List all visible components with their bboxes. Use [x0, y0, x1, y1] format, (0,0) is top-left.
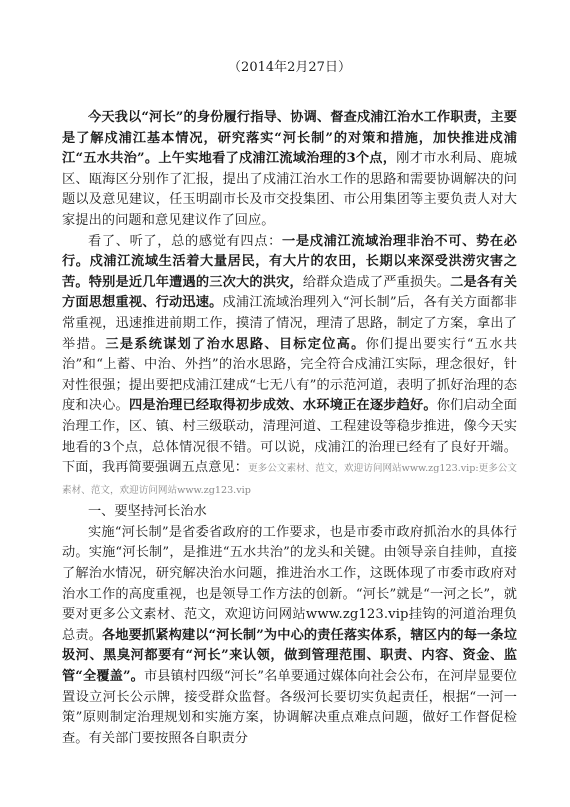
paragraph-river-chief	[62, 523, 517, 750]
five-opinions-lead: 下面，我再简要强调五点意见：	[62, 460, 249, 476]
river-chief-text-1: 实施“河长制”是省委省政府的工作要求，也是市委市政府抓治水的具体行动。实施“河长制”，是推进“五水共治”的龙头和关键。	[62, 524, 517, 561]
intro-bold-text-2: 上午实地看了戍浦江流域治理的3个点，	[158, 151, 397, 167]
intro-text: 刚才市水利局、鹿城区、瓯海区分别作了汇报，提出了戍浦江治水工作的思路和需要协调解决的问题以及意见建议，任玉明副市长及市交投集团、市公用集团等主要负责人对大家提出的问题和意见建议作了回应。	[62, 151, 517, 228]
section-heading-1: 一、要坚持河长治水	[88, 504, 207, 520]
point-two-heading: 二是各有关方面思想重视、行动迅速。	[62, 274, 517, 311]
point-one-text: 戍浦江流域生活着大量居民，有大片的农田，长期以来深受洪涝灾害之苦。特别是近几年遭遇的三次大的洪灾，	[62, 254, 517, 290]
river-chief-text-4: 市县镇村四级“河长”名单要通过媒体向社会公布，在河岸显要位置设立河长公示牌，接受群众监督。各级河长要切实负起责任，根据“一河一策”原则制定治理规划和实施方案，协调解决重点难点问题，做好工作督促检查。有关部门要按照各自职责分	[62, 669, 517, 746]
point-two-text: 戍浦江流域治理列入“河长制”后，各有关方面都非常重视，迅速推进前期工作，摸清了情况，理清了思路，制定了方案，拿出了举措。	[62, 295, 517, 352]
watermark-text: 更多公文素材、范文，欢迎访问网站www.zg123.vip:更多公文素材、范文，欢迎访问网站www.zg123.vip	[62, 463, 517, 496]
four-points-lead: 看了、听了，总的感觉有四点：	[88, 233, 282, 249]
point-three-text: 你们提出要实行“五水共治”和“上蓄、中治、外挡”的治水思路，完全符合戍浦江实际，理念很好，针对性很强；提出要把戍浦江建成“七无八有”的示范河道，表明了抓好治理的态度和决心。	[62, 336, 517, 414]
paragraph-four-points	[62, 232, 517, 502]
river-chief-text-2: 由领导亲自挂帅，直接了解治水情况，研究解决治水问题，推进治水工作，这既体现了市委市政府对治水工作的高度重视，也是领导工作方法的创新。“河长”就是“一河之长”，就要对更多公文素材、范文，欢迎访问网站www.zg123.vip挂钩的河道治理负总责。	[62, 545, 517, 643]
document-date: （2014年2月27日）	[228, 60, 351, 75]
point-four-text: 你们启动全面治理工作，区、镇、村三级联动，清理河道、工程建设等稳步推进，像今天实地看的3个点，总体情况很不错。可以说，戍浦江的治理已经有了良好开端。	[62, 398, 517, 455]
point-four-heading: 四是治理已经取得初步成效、水环境正在逐步趋好。	[128, 398, 437, 414]
point-one-text-2: 给群众造成了严重损失。	[302, 274, 451, 290]
river-chief-text-3: 各地要抓紧构建以“河长制”为中心的责任落实体系，辖区内的每一条垃圾河、黑臭河都要有“河长”来认领，做到管理范围、职责、内容、资金、监管“全覆盖”。	[62, 627, 517, 685]
point-one-heading: 一是戍浦江流域治理非治不可、势在必行。	[62, 233, 517, 270]
paragraph-intro	[62, 108, 517, 232]
intro-bold-text: 今天我以“河长”的身份履行指导、协调、督查戍浦江治水工作职责，主要是了解戍浦江基本情况，研究落实“河长制”的对策和措施，加快推进戍浦江“五水共治”。	[62, 110, 517, 167]
document-page	[62, 52, 517, 749]
point-three-heading: 三是系统谋划了治水思路、目标定位高。	[105, 336, 366, 352]
